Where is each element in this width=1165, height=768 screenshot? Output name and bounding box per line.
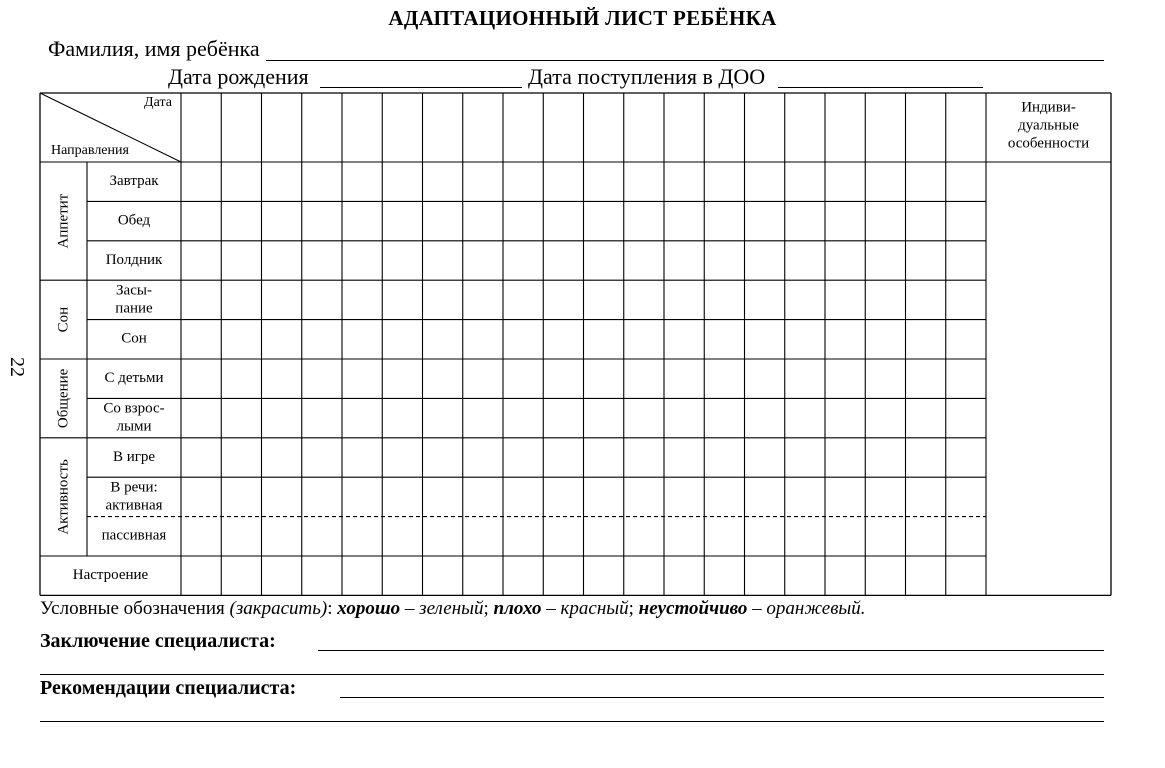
table-grid <box>40 93 1111 595</box>
header-directions-label: Направления <box>51 143 129 159</box>
legend-sep-2: ; <box>628 598 639 619</box>
row-label: пассивная <box>101 527 167 544</box>
conclusion-line-2[interactable] <box>40 654 1104 675</box>
header-date-label: Дата <box>144 95 172 111</box>
legend-prefix: Условные обозначения <box>40 598 230 619</box>
birth-date-label: Дата рождения <box>168 64 309 89</box>
document-title: АДАПТАЦИОННЫЙ ЛИСТ РЕБЁНКА <box>388 6 777 30</box>
mood-row-label: Настроение <box>72 567 149 584</box>
legend-unstable-label: неустойчиво <box>638 598 748 619</box>
recommendations-label: Рекомендации специалиста: <box>40 677 297 699</box>
recommendations-line-1[interactable] <box>340 677 1104 698</box>
row-label: Сон <box>121 330 147 347</box>
row-label: пание <box>115 300 153 317</box>
row-label: лыми <box>116 418 152 435</box>
legend-bad-label: плохо <box>493 598 542 619</box>
header-notes-label: дуальные <box>1018 117 1079 134</box>
group-label-2: Общение <box>55 368 72 429</box>
legend-bad-color: – красный <box>541 598 629 619</box>
group-label-0: Аппетит <box>55 193 72 249</box>
header-notes-label: Индиви- <box>1021 99 1076 116</box>
recommendations-line-2[interactable] <box>40 701 1104 722</box>
row-label: Полдник <box>105 251 163 268</box>
row-label: Засы- <box>116 282 152 299</box>
legend-instruction: (закрасить) <box>229 598 328 619</box>
row-label: С детьми <box>104 370 164 387</box>
admission-date-label: Дата поступления в ДОО <box>528 64 766 89</box>
legend-good-color: – зеленый <box>400 598 484 619</box>
legend <box>40 598 866 620</box>
header-notes-label: особенности <box>1007 135 1090 152</box>
row-label: Завтрак <box>109 173 159 190</box>
row-label: В игре <box>112 448 156 465</box>
legend-good-label: хорошо <box>337 598 401 619</box>
conclusion-label: Заключение специалиста: <box>40 630 276 652</box>
group-label-3: Активность <box>55 459 72 535</box>
conclusion-line-1[interactable] <box>318 630 1104 651</box>
page-number: 22 <box>6 357 28 377</box>
group-label-1: Сон <box>55 306 72 333</box>
legend-sep-1: ; <box>483 598 494 619</box>
row-label: активная <box>105 497 163 514</box>
row-label: В речи: <box>110 479 158 496</box>
legend-colon: : <box>327 598 338 619</box>
legend-unstable-color: – оранжевый. <box>747 598 866 619</box>
child-name-label: Фамилия, имя ребёнка <box>48 36 260 61</box>
table-labels <box>51 95 1089 583</box>
row-label: Обед <box>117 212 151 229</box>
row-label: Со взрос- <box>103 400 165 417</box>
